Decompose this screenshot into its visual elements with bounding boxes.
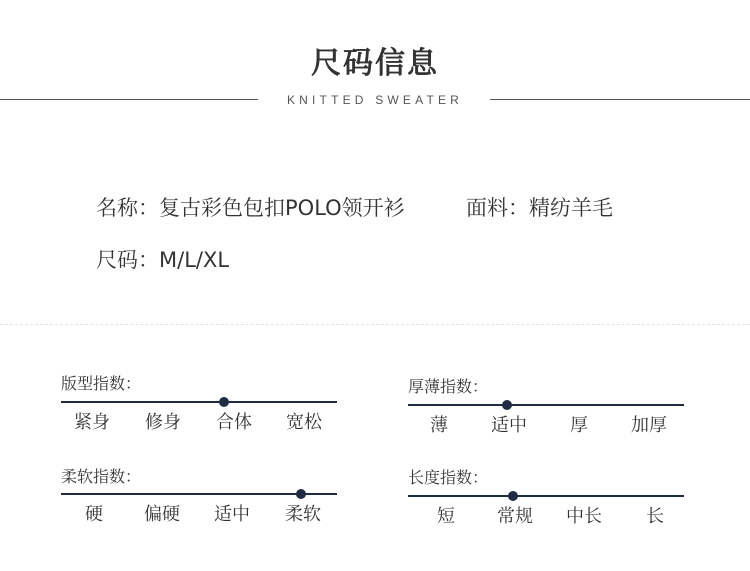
scale-fit (61, 374, 337, 440)
scale-softness-indicator (296, 489, 306, 499)
product-size-value: M/L/XL (159, 248, 230, 272)
scale-thickness-option: 适中 (491, 415, 527, 436)
product-name-value: 复古彩色包扣POLO领开衫 (159, 196, 405, 220)
product-name-row (96, 194, 405, 222)
scale-length-option: 常规 (497, 506, 533, 527)
scale-length-indicator (508, 491, 518, 501)
scale-thickness-title: 厚薄指数： (408, 377, 489, 396)
scale-fit-option: 宽松 (286, 412, 322, 433)
product-size-label: 尺码： (96, 248, 159, 272)
scale-thickness-indicator (502, 400, 512, 410)
product-material-value: 精纺羊毛 (529, 196, 613, 220)
scale-thickness-option: 加厚 (631, 415, 667, 436)
scale-thickness-option: 薄 (430, 415, 448, 436)
subtitle-divider-right (490, 99, 750, 100)
scale-length-option: 中长 (566, 506, 602, 527)
scale-fit-option: 紧身 (74, 412, 110, 433)
scale-fit-option: 合体 (216, 412, 252, 433)
scale-softness (61, 467, 337, 533)
scale-thickness-option: 厚 (570, 415, 588, 436)
scale-softness-option: 适中 (214, 504, 250, 525)
scale-thickness (408, 377, 684, 443)
scale-length-title: 长度指数： (408, 468, 489, 487)
product-size-row (96, 246, 229, 274)
scale-length (408, 468, 684, 534)
section-divider (0, 324, 750, 325)
product-material-row (466, 194, 613, 222)
product-material-label: 面料： (466, 196, 529, 220)
scale-softness-option: 柔软 (285, 504, 321, 525)
scale-length-option: 长 (646, 506, 664, 527)
scale-fit-option: 修身 (145, 412, 181, 433)
product-name-label: 名称： (96, 196, 159, 220)
scale-softness-option: 硬 (85, 504, 103, 525)
scale-softness-title: 柔软指数： (61, 467, 142, 486)
page-title: 尺码信息 (311, 46, 439, 81)
scale-length-option: 短 (437, 506, 455, 527)
scale-fit-indicator (219, 397, 229, 407)
scale-fit-title: 版型指数： (61, 374, 142, 393)
subtitle-divider-left (0, 99, 258, 100)
page-subtitle: KNITTED SWEATER (286, 93, 464, 107)
scale-softness-option: 偏硬 (144, 504, 180, 525)
scale-thickness-track (408, 404, 684, 406)
scale-length-track (408, 495, 684, 497)
scale-fit-track (61, 401, 337, 403)
